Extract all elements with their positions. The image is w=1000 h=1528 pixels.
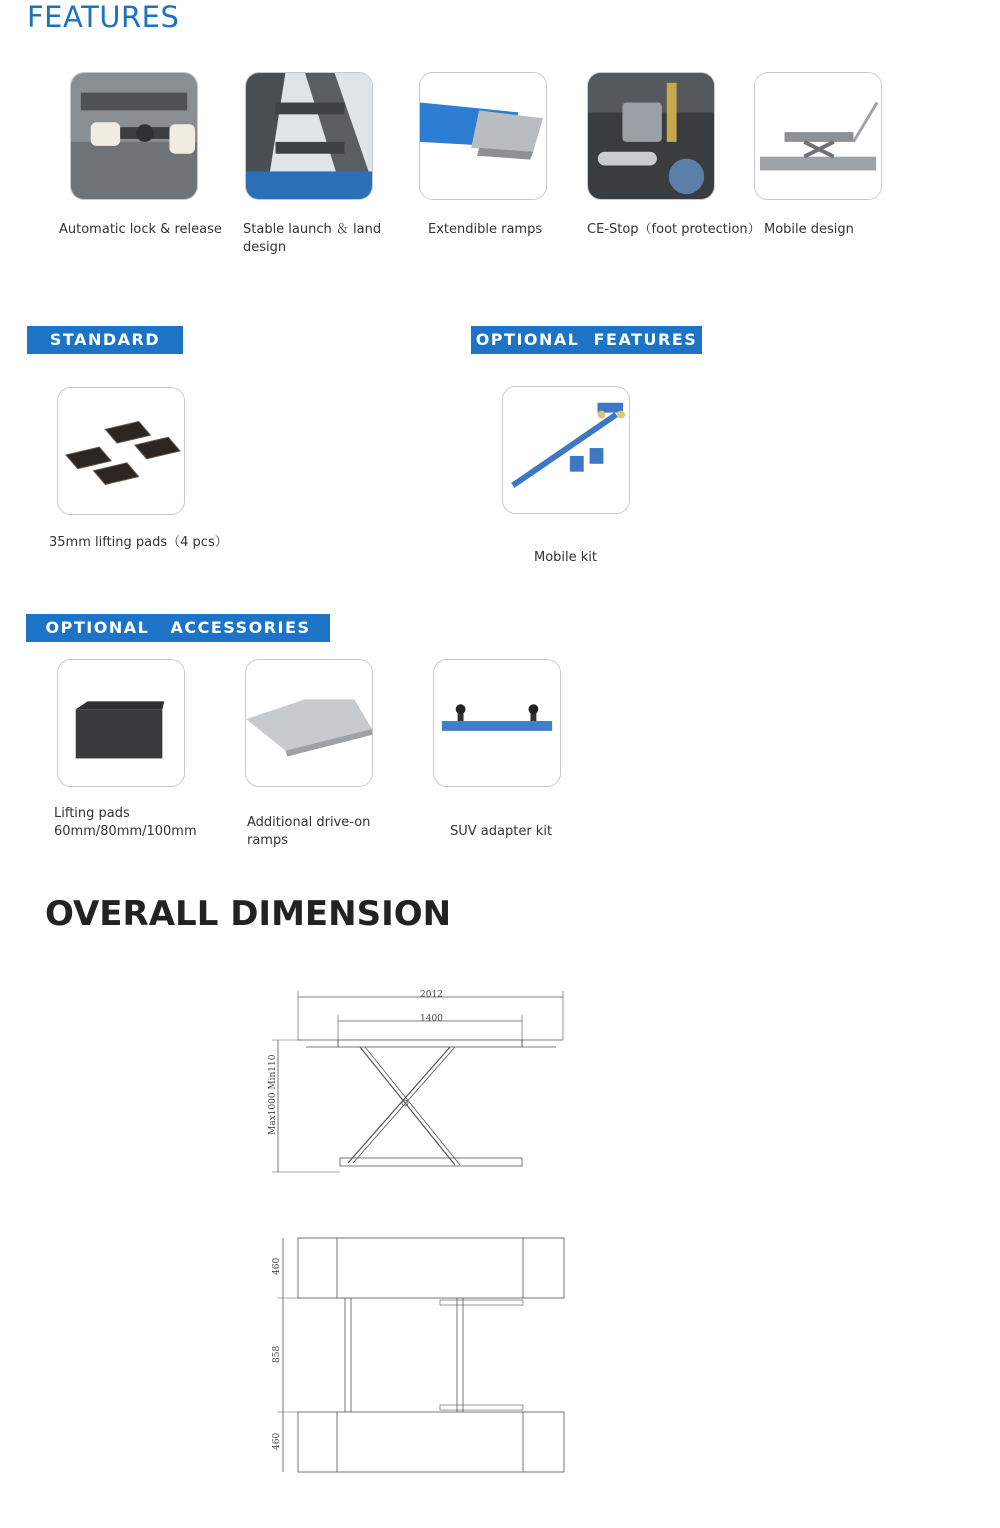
dim-overall-length: 2012 — [420, 990, 443, 1000]
optional-features-heading: OPTIONAL FEATURES — [471, 326, 702, 354]
standard-heading: STANDARD — [27, 326, 183, 354]
ce-stop-image — [587, 72, 715, 200]
tall-lifting-pad-image — [57, 659, 185, 787]
drive-on-ramps-image — [245, 659, 373, 787]
dim-gap: 858 — [272, 1345, 282, 1363]
side-view-drawing — [260, 985, 580, 1185]
extendible-ramps-image — [419, 72, 547, 200]
optional-accessories-heading: OPTIONAL ACCESSORIES — [26, 614, 330, 642]
stable-launch-image — [245, 72, 373, 200]
lifting-pads-image — [57, 387, 185, 515]
mobile-design-image — [754, 72, 882, 200]
dim-platform-width-2: 460 — [272, 1432, 282, 1450]
accessory-caption-drive-on-ramps: Additional drive-on ramps — [247, 815, 371, 848]
accessory-caption-suv-adapter: SUV adapter kit — [450, 824, 553, 839]
overall-dimension-heading: OVERALL DIMENSION — [45, 894, 452, 934]
accessory-caption-lifting-pads: Lifting pads 60mm/80mm/100mm — [54, 806, 197, 839]
feature-caption-extendible-ramps: Extendible ramps — [428, 222, 543, 237]
feature-caption-stable-launch: Stable launch ＆ land design — [243, 222, 382, 255]
feature-caption-ce-stop: CE-Stop（foot protection） — [587, 222, 761, 237]
top-view-drawing — [265, 1230, 575, 1480]
feature-caption-automatic-lock: Automatic lock & release — [59, 222, 222, 237]
suv-adapter-kit-image — [433, 659, 561, 787]
feature-caption-mobile-design: Mobile design — [764, 222, 854, 237]
optional-features-caption-mobile-kit: Mobile kit — [534, 550, 598, 565]
dim-platform-width-1: 460 — [272, 1257, 282, 1275]
automatic-lock-image — [70, 72, 198, 200]
features-heading: FEATURES — [27, 0, 180, 34]
mobile-kit-image — [502, 386, 630, 514]
standard-caption-lifting-pads: 35mm lifting pads（4 pcs） — [49, 535, 228, 550]
dim-platform-length: 1400 — [420, 1014, 443, 1024]
dim-height: Max1000 Min110 — [268, 1054, 278, 1135]
